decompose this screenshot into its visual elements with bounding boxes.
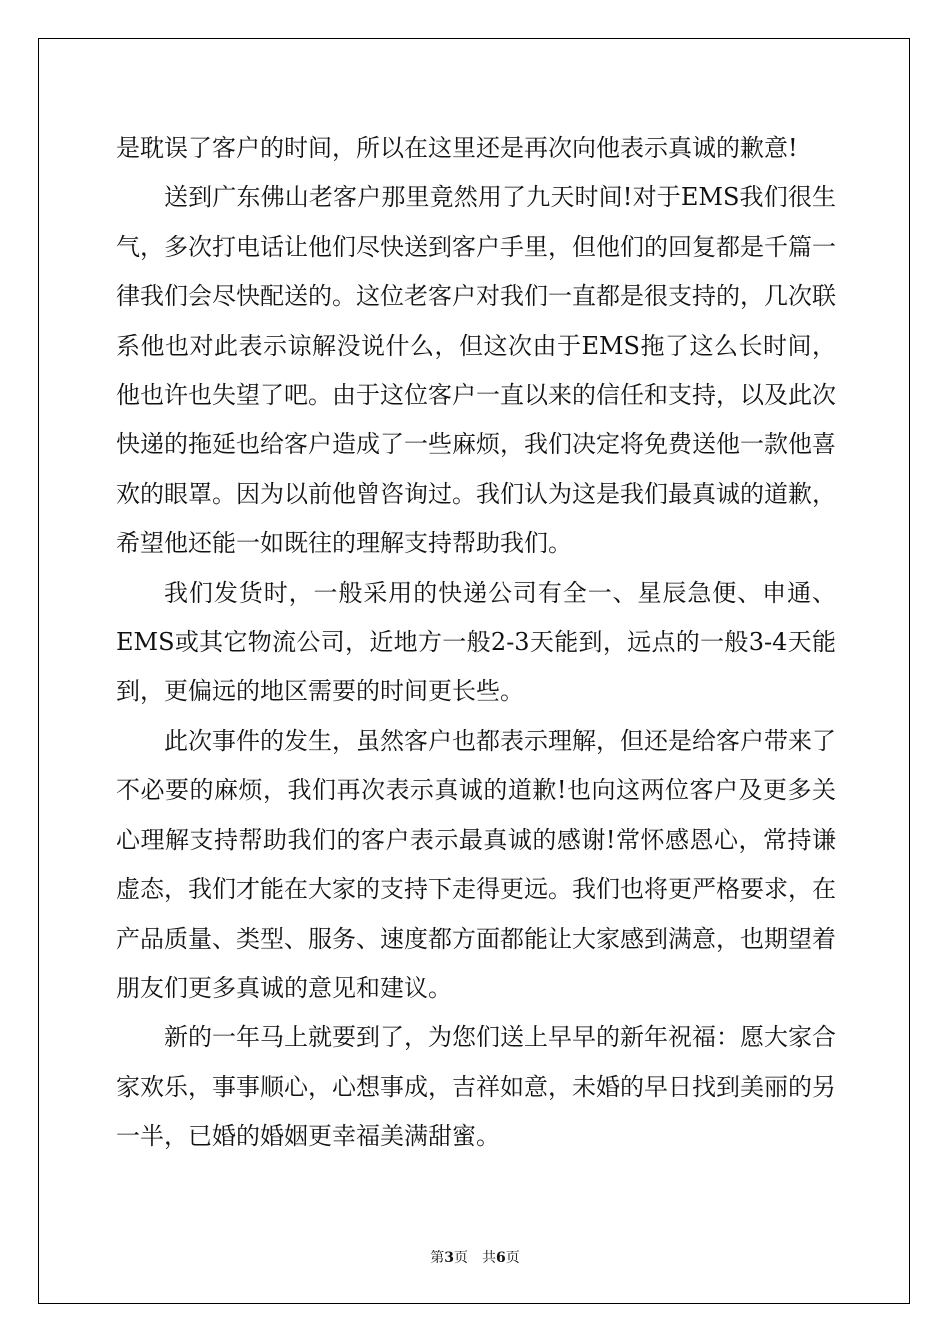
total-prefix: 共 xyxy=(482,1250,496,1266)
page-suffix: 页 xyxy=(454,1250,468,1266)
paragraph-1: 是耽误了客户的时间，所以在这里还是再次向他表示真诚的歉意! xyxy=(116,134,798,162)
page-number: 3 xyxy=(444,1250,454,1266)
paragraph-5: 新的一年马上就要到了，为您们送上早早的新年祝福：愿大家合家欢乐，事事顺心，心想事成，吉祥如意，未婚的早日找到美丽的另一半，已婚的婚姻更幸福美满甜蜜。 xyxy=(116,1023,836,1151)
document-body xyxy=(116,124,836,1162)
page-footer xyxy=(0,1247,950,1267)
page-prefix: 第 xyxy=(430,1250,445,1266)
paragraph-3: 我们发货时，一般采用的快递公司有全一、星辰急便、申通、EMS或其它物流公司，近地方一般2-3天能到，远点的一般3-4天能到，更偏远的地区需要的时间更长些。 xyxy=(116,578,836,706)
paragraph-4: 此次事件的发生，虽然客户也都表示理解，但还是给客户带来了不必要的麻烦，我们再次表示真诚的道歉!也向这两位客户及更多关心理解支持帮助我们的客户表示最真诚的感谢!常怀感恩心，常持谦虚态，我们才能在大家的支持下走得更远。我们也将更严格要求，在产品质量、类型、服务、速度都方面都能让大家感到满意，也期望着朋友们更多真诚的意见和建议。 xyxy=(116,726,836,1002)
paragraph-2: 送到广东佛山老客户那里竟然用了九天时间!对于EMS我们很生气，多次打电话让他们尽快送到客户手里，但他们的回复都是千篇一律我们会尽快配送的。这位老客户对我们一直都是很支持的，几次联系他也对此表示谅解没说什么，但这次由于EMS拖了这么长时间，他也许也失望了吧。由于这位客户一直以来的信任和支持，以及此次快递的拖延也给客户造成了一些麻烦，我们决定将免费送他一款他喜欢的眼罩。因为以前他曾咨询过。我们认为这是我们最真诚的道歉，希望他还能一如既往的理解支持帮助我们。 xyxy=(116,183,836,558)
total-pages: 6 xyxy=(496,1250,506,1266)
total-suffix: 页 xyxy=(505,1250,520,1266)
